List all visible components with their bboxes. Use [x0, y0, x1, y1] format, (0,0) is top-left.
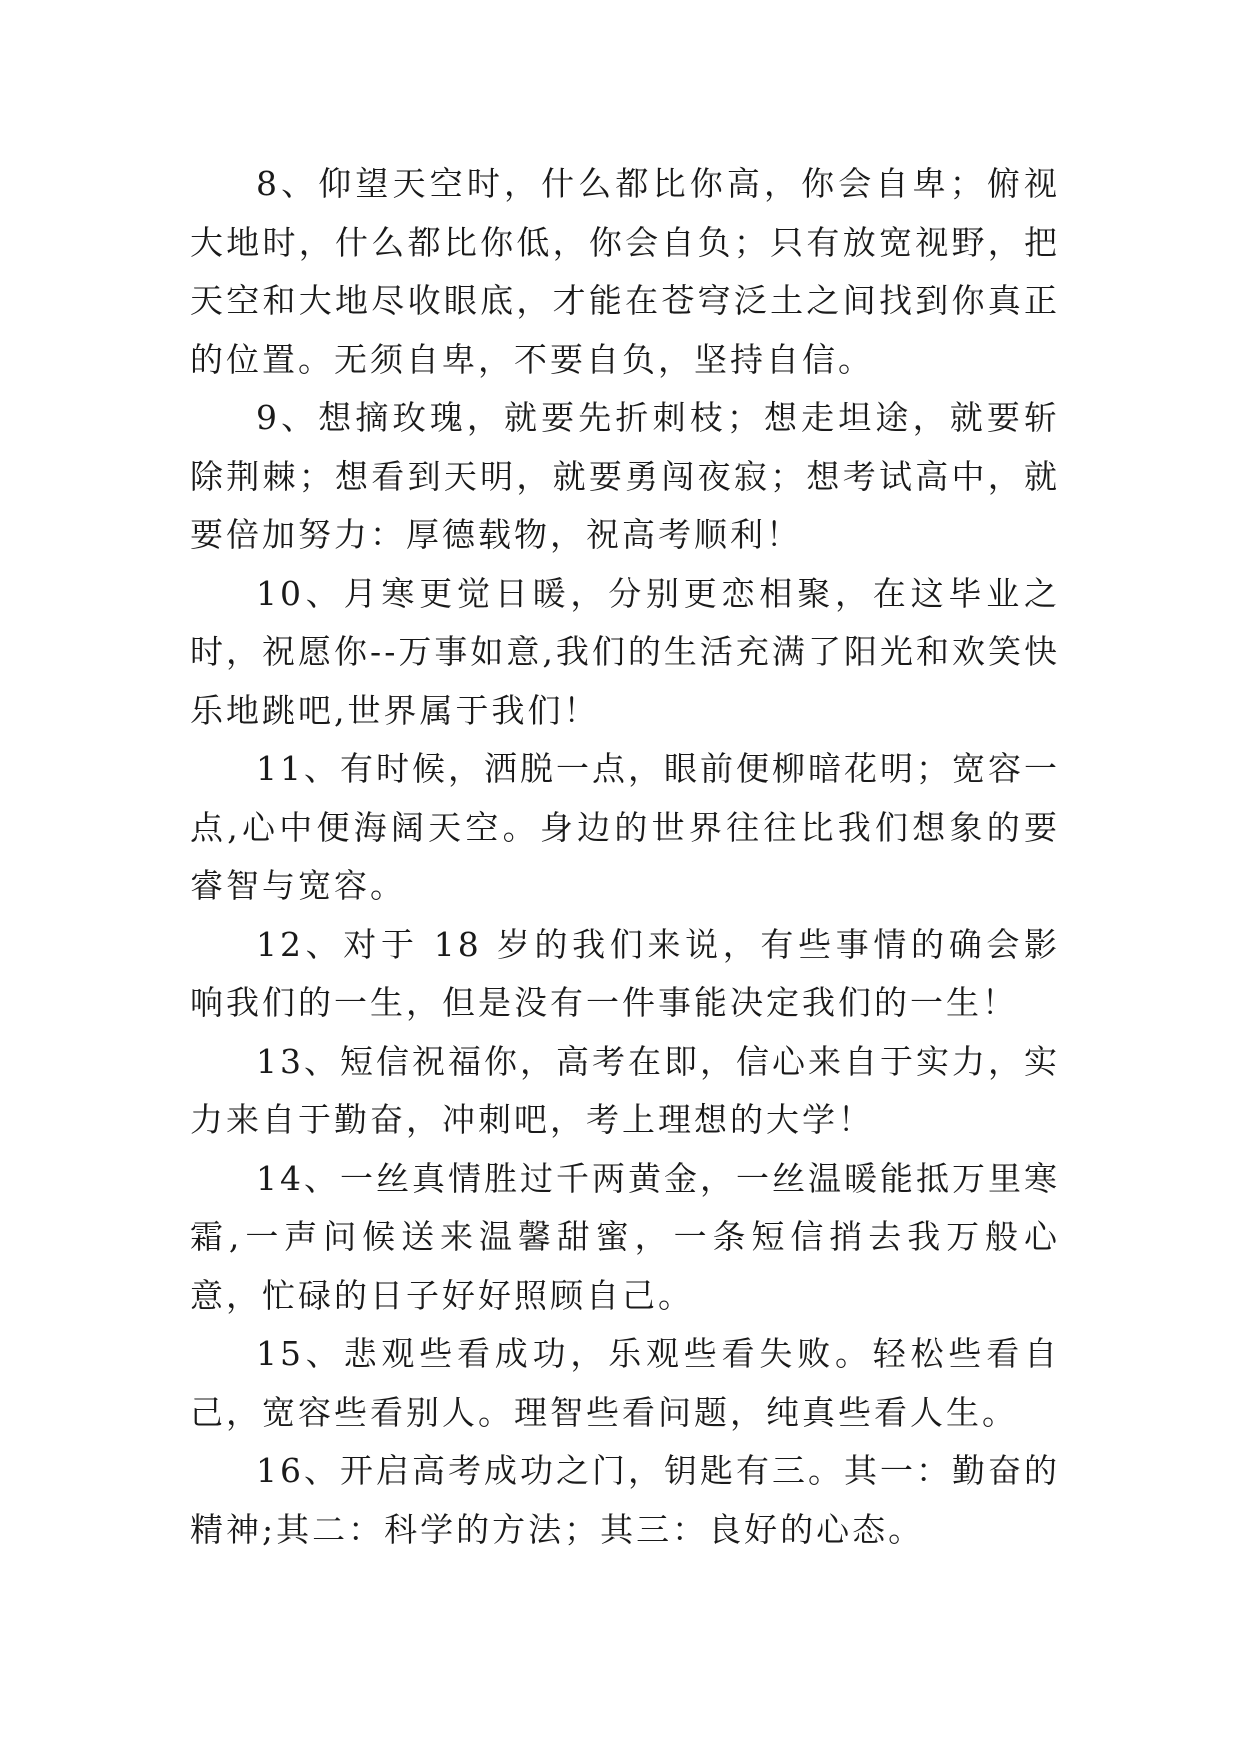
paragraph-9: 9、想摘玫瑰，就要先折刺枝；想走坦途，就要斩除荆棘；想看到天明，就要勇闯夜寂；想考试高中，就要倍加努力：厚德载物，祝高考顺利！ — [190, 398, 1060, 554]
paragraph-10: 10、月寒更觉日暖，分别更恋相聚，在这毕业之时，祝愿你--万事如意,我们的生活充满了阳光和欢笑快乐地跳吧,世界属于我们！ — [190, 573, 1060, 730]
document-body — [190, 155, 1060, 1559]
paragraph-16: 16、开启高考成功之门，钥匙有三。其一：勤奋的精神;其二：科学的方法；其三：良好的心态。 — [190, 1451, 1060, 1549]
paragraph-8: 8、仰望天空时，什么都比你高，你会自卑；俯视大地时，什么都比你低，你会自负；只有放宽视野，把天空和大地尽收眼底，才能在苍穹泛土之间找到你真正的位置。无须自卑，不要自负，坚持自信。 — [190, 164, 1060, 379]
paragraph-11: 11、有时候，洒脱一点，眼前便柳暗花明；宽容一点,心中便海阔天空。身边的世界往往比我们想象的要睿智与宽容。 — [190, 749, 1060, 905]
paragraph-12: 12、对于 18 岁的我们来说，有些事情的确会影响我们的一生，但是没有一件事能决定我们的一生！ — [190, 924, 1060, 1022]
paragraph-15: 15、悲观些看成功，乐观些看失败。轻松些看自己，宽容些看别人。理智些看问题，纯真些看人生。 — [190, 1334, 1060, 1432]
paragraph-14: 14、一丝真情胜过千两黄金，一丝温暖能抵万里寒霜,一声问候送来温馨甜蜜，一条短信捎去我万般心意，忙碌的日子好好照顾自己。 — [190, 1158, 1060, 1315]
paragraph-13: 13、短信祝福你，高考在即，信心来自于实力，实力来自于勤奋，冲刺吧，考上理想的大学！ — [190, 1041, 1060, 1139]
